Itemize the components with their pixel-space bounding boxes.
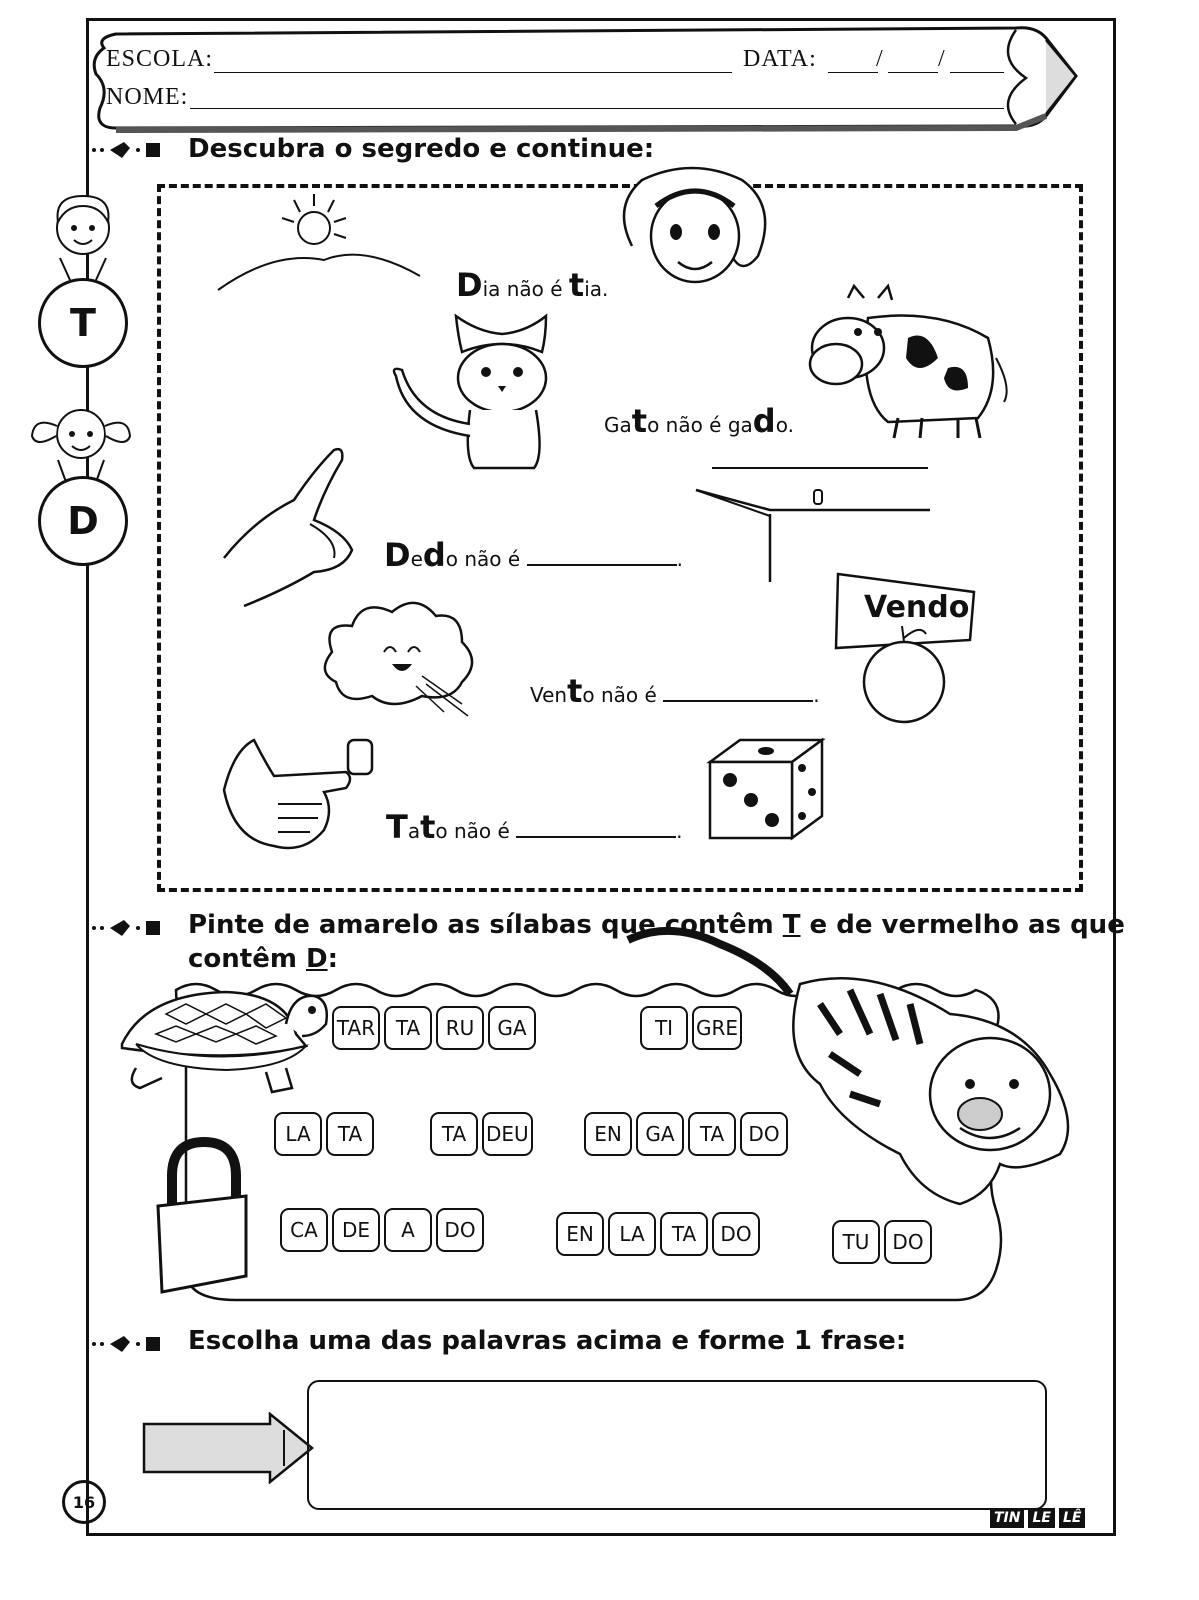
syllable[interactable]: RU <box>436 1006 484 1050</box>
turtle-icon <box>116 984 336 1104</box>
syllable[interactable]: TA <box>660 1212 708 1256</box>
cow-icon <box>798 278 1018 442</box>
syllable[interactable]: TAR <box>332 1006 380 1050</box>
syllable[interactable]: GRE <box>692 1006 742 1050</box>
syllable[interactable]: DO <box>884 1220 932 1264</box>
exercise3-instruction: Escolha uma das palavras acima e forme 1 frase: <box>188 1326 907 1356</box>
sentence-answer-box[interactable] <box>307 1380 1047 1510</box>
padlock-icon <box>152 1136 252 1296</box>
word-engatado <box>584 1112 792 1156</box>
child-with-curly-hair-icon <box>40 188 126 288</box>
syllable[interactable]: TI <box>640 1006 688 1050</box>
index-finger-hand-icon <box>214 440 364 610</box>
tato-answer-blank[interactable] <box>516 836 676 838</box>
date-slash-1: / <box>876 46 884 72</box>
phrase-dedo: Dedo não é . <box>384 536 683 574</box>
touching-hand-icon <box>214 730 384 860</box>
syllable[interactable]: TA <box>430 1112 478 1156</box>
exercise2-instruction-line1: Pinte de amarelo as sílabas que contêm T e de vermelho as que <box>188 910 1125 940</box>
syllable[interactable]: A <box>384 1208 432 1252</box>
syllable[interactable]: LA <box>608 1212 656 1256</box>
syllable[interactable]: GA <box>636 1112 684 1156</box>
date-label: DATA: <box>743 46 817 72</box>
publisher-logo: TIN LE LÊ <box>990 1510 1089 1526</box>
syllable[interactable]: GA <box>488 1006 536 1050</box>
arrow-right-icon <box>140 1412 320 1484</box>
school-field[interactable] <box>214 72 732 73</box>
syllable[interactable]: EN <box>556 1212 604 1256</box>
date-month-field[interactable] <box>888 72 938 73</box>
date-slash-2: / <box>938 46 946 72</box>
syllable[interactable]: TA <box>326 1112 374 1156</box>
word-tartaruga <box>332 1006 540 1050</box>
syllable[interactable]: EN <box>584 1112 632 1156</box>
phrase-vento: Vento não é . <box>530 672 820 710</box>
phrase-gato-gado: Gato não é gado. <box>604 402 794 440</box>
syllable[interactable]: DO <box>712 1212 760 1256</box>
bullet-arrow-icon <box>90 1334 170 1354</box>
syllable[interactable]: TA <box>688 1112 736 1156</box>
letter-d-circle: D <box>38 476 128 566</box>
word-enlatado <box>556 1212 764 1256</box>
syllable[interactable]: DE <box>332 1208 380 1252</box>
syllable[interactable]: TA <box>384 1006 432 1050</box>
word-cadeado <box>280 1208 488 1252</box>
dice-icon <box>706 732 826 842</box>
phrase-dia-tia: Dia não é tia. <box>456 266 609 304</box>
syllable[interactable]: DO <box>740 1112 788 1156</box>
word-lata <box>274 1112 378 1156</box>
date-year-field[interactable] <box>950 72 1004 73</box>
sun-over-hill-icon <box>214 190 424 300</box>
date-day-field[interactable] <box>828 72 878 73</box>
tiger-icon <box>620 924 1084 1220</box>
name-field[interactable] <box>190 108 1004 109</box>
syllable[interactable]: DEU <box>482 1112 533 1156</box>
word-tadeu <box>430 1112 537 1156</box>
sign-text: Vendo <box>864 590 970 625</box>
word-tudo <box>832 1220 936 1264</box>
blowing-cloud-icon <box>312 592 482 722</box>
school-label: ESCOLA: <box>106 46 214 72</box>
aunt-face-icon <box>612 166 778 292</box>
page-number: 16 <box>62 1480 106 1524</box>
syllable[interactable]: TU <box>832 1220 880 1264</box>
bullet-arrow-icon <box>90 918 170 938</box>
name-label: NOME: <box>106 84 189 110</box>
child-with-pigtails-icon <box>26 396 136 484</box>
syllable[interactable]: DO <box>436 1208 484 1252</box>
syllable[interactable]: CA <box>280 1208 328 1252</box>
cat-icon <box>386 306 566 476</box>
letter-t-circle: T <box>38 278 128 368</box>
phrase-tato: Tato não é . <box>386 808 683 846</box>
word-tigre <box>640 1006 746 1050</box>
dedo-answer-blank[interactable] <box>527 564 677 566</box>
pencil-header-frame <box>86 18 1086 136</box>
bullet-arrow-icon <box>90 140 170 160</box>
exercise2-instruction-line2: contêm D: <box>188 944 338 974</box>
exercise1-instruction: Descubra o segredo e continue: <box>188 134 655 164</box>
vento-answer-blank[interactable] <box>663 700 813 702</box>
syllable[interactable]: LA <box>274 1112 322 1156</box>
